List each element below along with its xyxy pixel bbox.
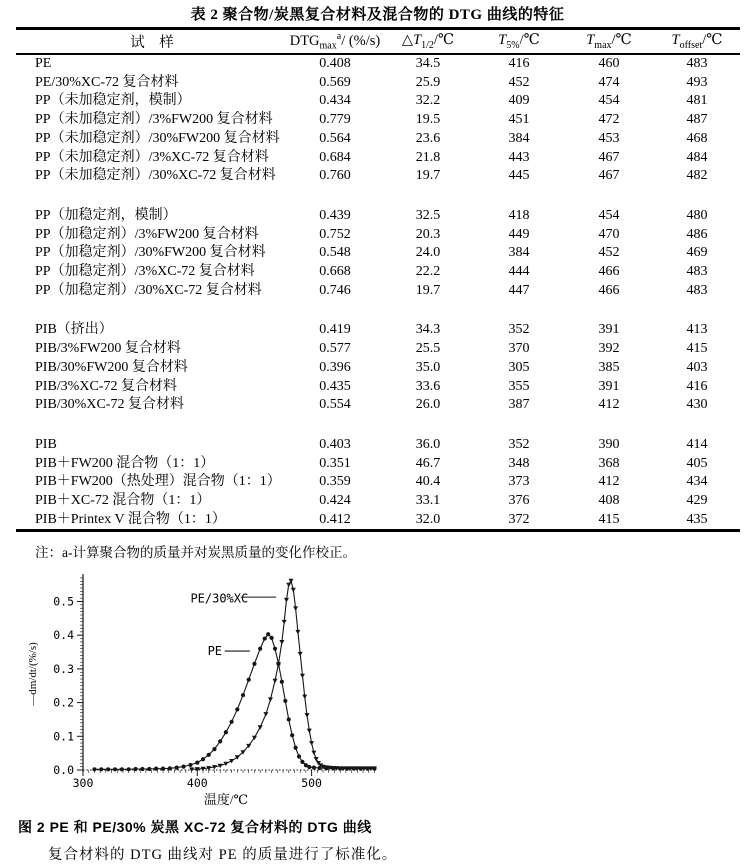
value-cell: 46.7 bbox=[415, 455, 441, 471]
table-body bbox=[16, 54, 740, 531]
value-cell: 391 bbox=[598, 378, 620, 394]
table-row bbox=[16, 244, 740, 263]
y-tick-label: 0.3 bbox=[53, 662, 74, 677]
value-cell: 0.548 bbox=[319, 245, 351, 261]
value-cell: 0.577 bbox=[319, 341, 351, 357]
value-cell: 0.569 bbox=[319, 74, 351, 90]
page-title: 表 2 聚合物/炭黑复合材料及混合物的 DTG 曲线的特征 bbox=[190, 7, 565, 23]
value-cell: 466 bbox=[598, 282, 620, 298]
column-header-t5: $T_{5\%}/℃$ bbox=[498, 32, 540, 51]
circle-marker bbox=[266, 633, 270, 637]
value-cell: 370 bbox=[508, 341, 530, 357]
triangle-marker bbox=[300, 674, 305, 678]
circle-marker bbox=[120, 768, 124, 772]
value-cell: 0.760 bbox=[319, 168, 351, 184]
value-cell: 444 bbox=[508, 264, 530, 280]
circle-marker bbox=[229, 720, 233, 724]
group-separator-row bbox=[16, 300, 740, 321]
sample-cell: PIB/30%XC-72 复合材料 bbox=[35, 397, 184, 413]
triangle-marker bbox=[268, 698, 273, 702]
circle-marker bbox=[106, 768, 110, 772]
value-cell: 0.359 bbox=[319, 474, 351, 490]
circle-marker bbox=[312, 766, 316, 770]
y-tick-label: 0.2 bbox=[53, 696, 74, 711]
table-row bbox=[16, 207, 740, 226]
table-row bbox=[16, 511, 740, 531]
column-header-sample: 试 样 bbox=[130, 35, 174, 51]
value-cell: 445 bbox=[508, 168, 530, 184]
dtg-characteristics-table bbox=[16, 27, 740, 532]
value-cell: 474 bbox=[598, 74, 620, 90]
table-row bbox=[16, 378, 740, 397]
value-cell: 0.435 bbox=[319, 378, 351, 394]
circle-marker bbox=[241, 694, 245, 698]
figure-caption: 图 2 PE 和 PE/30% 炭黑 XC-72 复合材料的 DTG 曲线 bbox=[18, 819, 372, 836]
table-row bbox=[16, 282, 740, 301]
sample-cell: PIB（挤出） bbox=[35, 322, 113, 338]
value-cell: 472 bbox=[598, 112, 620, 128]
x-tick-label: 500 bbox=[301, 776, 322, 791]
sample-cell: PP（加稳定剂）/3%FW200 复合材料 bbox=[35, 226, 259, 242]
circle-marker bbox=[247, 678, 251, 682]
x-axis-label: 温度/℃ bbox=[203, 792, 249, 808]
value-cell: 434 bbox=[686, 474, 708, 490]
column-header-tmax: $T_{max}/℃$ bbox=[586, 32, 632, 51]
value-cell: 19.7 bbox=[415, 168, 441, 184]
value-cell: 430 bbox=[686, 397, 708, 413]
value-cell: 23.6 bbox=[415, 130, 441, 146]
value-cell: 352 bbox=[508, 436, 530, 452]
value-cell: 470 bbox=[598, 226, 620, 242]
sample-cell: PIB＋XC-72 混合物（1：1） bbox=[35, 493, 211, 509]
value-cell: 25.9 bbox=[415, 74, 441, 90]
value-cell: 482 bbox=[686, 168, 708, 184]
value-cell: 35.0 bbox=[415, 359, 441, 375]
circle-marker bbox=[300, 760, 304, 764]
value-cell: 405 bbox=[686, 455, 708, 471]
value-cell: 481 bbox=[686, 93, 708, 109]
series-annotation-label: PE bbox=[207, 644, 223, 659]
circle-marker bbox=[252, 662, 256, 666]
table-row bbox=[16, 473, 740, 492]
value-cell: 493 bbox=[686, 74, 708, 90]
circle-marker bbox=[113, 768, 117, 772]
value-cell: 390 bbox=[598, 436, 620, 452]
value-cell: 33.1 bbox=[415, 493, 441, 509]
value-cell: 412 bbox=[598, 397, 620, 413]
value-cell: 454 bbox=[598, 93, 620, 109]
sample-cell: PIB＋Printex V 混合物（1：1） bbox=[35, 511, 226, 527]
circle-marker bbox=[133, 767, 137, 771]
circle-marker bbox=[181, 765, 185, 769]
value-cell: 0.351 bbox=[319, 455, 351, 471]
y-tick-label: 0.5 bbox=[53, 594, 74, 609]
value-cell: 40.4 bbox=[415, 474, 441, 490]
value-cell: 466 bbox=[598, 264, 620, 280]
triangle-marker bbox=[282, 620, 287, 624]
value-cell: 384 bbox=[508, 245, 530, 261]
triangle-marker bbox=[298, 652, 303, 656]
value-cell: 26.0 bbox=[415, 397, 441, 413]
circle-marker bbox=[207, 753, 211, 757]
sample-cell: PP（未加稳定剂）/30%XC-72 复合材料 bbox=[35, 168, 276, 184]
value-cell: 391 bbox=[598, 322, 620, 338]
value-cell: 449 bbox=[508, 226, 530, 242]
triangle-marker bbox=[263, 713, 268, 717]
value-cell: 305 bbox=[508, 359, 530, 375]
value-cell: 483 bbox=[686, 264, 708, 280]
value-cell: 460 bbox=[598, 56, 620, 71]
triangle-marker bbox=[293, 607, 298, 611]
circle-marker bbox=[168, 767, 172, 771]
triangle-marker bbox=[302, 695, 307, 699]
value-cell: 454 bbox=[598, 207, 620, 223]
y-tick-label: 0.1 bbox=[53, 729, 74, 744]
value-cell: 429 bbox=[686, 493, 708, 509]
sample-cell: PP（加稳定剂）/30%FW200 复合材料 bbox=[35, 245, 266, 261]
value-cell: 0.746 bbox=[319, 282, 351, 298]
value-cell: 373 bbox=[508, 474, 530, 490]
value-cell: 468 bbox=[686, 130, 708, 146]
table-row bbox=[16, 167, 740, 186]
value-cell: 355 bbox=[508, 378, 530, 394]
value-cell: 0.408 bbox=[319, 56, 351, 71]
table-row bbox=[16, 130, 740, 149]
value-cell: 34.3 bbox=[415, 322, 441, 338]
value-cell: 34.5 bbox=[415, 56, 441, 71]
x-tick-label: 300 bbox=[72, 776, 94, 791]
curve-pe bbox=[94, 635, 374, 770]
value-cell: 412 bbox=[598, 474, 620, 490]
value-cell: 33.6 bbox=[415, 378, 441, 394]
circle-marker bbox=[147, 767, 151, 771]
value-cell: 21.8 bbox=[415, 149, 441, 165]
value-cell: 469 bbox=[686, 245, 708, 261]
circle-marker bbox=[195, 761, 199, 765]
value-cell: 387 bbox=[508, 397, 530, 413]
value-cell: 408 bbox=[598, 493, 620, 509]
sample-cell: PP（加稳定剂）/3%XC-72 复合材料 bbox=[35, 264, 255, 280]
value-cell: 483 bbox=[686, 56, 708, 71]
circle-marker bbox=[188, 763, 192, 767]
value-cell: 24.0 bbox=[415, 245, 441, 261]
value-cell: 348 bbox=[508, 455, 530, 471]
table-header-row bbox=[16, 29, 740, 55]
x-tick-label: 400 bbox=[186, 776, 208, 791]
value-cell: 435 bbox=[686, 511, 708, 527]
value-cell: 467 bbox=[598, 168, 620, 184]
value-cell: 418 bbox=[508, 207, 530, 223]
value-cell: 368 bbox=[598, 455, 620, 471]
value-cell: 0.419 bbox=[319, 322, 351, 338]
triangle-marker bbox=[273, 679, 278, 683]
circle-marker bbox=[263, 637, 267, 641]
value-cell: 0.403 bbox=[319, 436, 351, 452]
value-cell: 0.434 bbox=[319, 93, 351, 109]
value-cell: 0.424 bbox=[319, 493, 351, 509]
value-cell: 403 bbox=[686, 359, 708, 375]
sample-cell: PIB bbox=[35, 436, 57, 452]
y-tick-label: 0.0 bbox=[53, 763, 74, 778]
value-cell: 413 bbox=[686, 322, 708, 338]
circle-marker bbox=[212, 747, 216, 751]
table-row bbox=[16, 74, 740, 93]
table-row bbox=[16, 436, 740, 455]
table-row bbox=[16, 92, 740, 111]
circle-marker bbox=[224, 731, 228, 735]
value-cell: 483 bbox=[686, 282, 708, 298]
sample-cell: PP（未加稳定剂，模制） bbox=[35, 93, 191, 109]
triangle-marker bbox=[258, 726, 263, 730]
figure-subcaption: 复合材料的 DTG 曲线对 PE 的质量进行了标准化。 bbox=[48, 847, 398, 864]
table-row bbox=[16, 340, 740, 359]
sample-cell: PIB/30%FW200 复合材料 bbox=[35, 359, 188, 375]
value-cell: 19.5 bbox=[415, 112, 441, 128]
value-cell: 416 bbox=[508, 56, 530, 71]
triangle-marker bbox=[311, 751, 316, 755]
value-cell: 452 bbox=[508, 74, 530, 90]
table-row bbox=[16, 396, 740, 415]
circle-marker bbox=[161, 767, 165, 771]
table-row bbox=[16, 492, 740, 511]
value-cell: 415 bbox=[686, 341, 708, 357]
triangle-marker bbox=[284, 598, 289, 602]
value-cell: 36.0 bbox=[415, 436, 441, 452]
value-cell: 32.5 bbox=[415, 207, 441, 223]
table-row bbox=[16, 149, 740, 168]
value-cell: 0.779 bbox=[319, 112, 351, 128]
triangle-marker bbox=[291, 588, 296, 592]
group-separator-row bbox=[16, 415, 740, 436]
circle-marker bbox=[218, 740, 222, 744]
dtg-chart bbox=[26, 570, 428, 814]
value-cell: 20.3 bbox=[415, 226, 441, 242]
circle-marker bbox=[154, 767, 158, 771]
table-row bbox=[16, 359, 740, 378]
value-cell: 451 bbox=[508, 112, 530, 128]
circle-marker bbox=[283, 699, 287, 703]
value-cell: 392 bbox=[598, 341, 620, 357]
circle-marker bbox=[201, 758, 205, 762]
triangle-marker bbox=[235, 756, 240, 760]
triangle-marker bbox=[307, 729, 312, 733]
sample-cell: PP（未加稳定剂）/30%FW200 复合材料 bbox=[35, 130, 280, 146]
value-cell: 385 bbox=[598, 359, 620, 375]
circle-marker bbox=[273, 647, 277, 651]
sample-cell: PIB＋FW200（热处理）混合物（1：1） bbox=[35, 474, 281, 490]
value-cell: 0.684 bbox=[319, 149, 351, 165]
value-cell: 443 bbox=[508, 149, 530, 165]
triangle-marker bbox=[279, 641, 284, 645]
circle-marker bbox=[99, 768, 103, 772]
sample-cell: PE/30%XC-72 复合材料 bbox=[35, 74, 179, 90]
value-cell: 22.2 bbox=[415, 264, 441, 280]
value-cell: 376 bbox=[508, 493, 530, 509]
circle-marker bbox=[140, 767, 144, 771]
value-cell: 480 bbox=[686, 207, 708, 223]
value-cell: 0.564 bbox=[319, 130, 351, 146]
triangle-marker bbox=[295, 630, 300, 634]
value-cell: 415 bbox=[598, 511, 620, 527]
value-cell: 0.396 bbox=[319, 359, 351, 375]
table-row bbox=[16, 54, 740, 74]
value-cell: 372 bbox=[508, 511, 530, 527]
circle-marker bbox=[269, 636, 273, 640]
y-tick-label: 0.4 bbox=[53, 628, 74, 643]
value-cell: 0.412 bbox=[319, 511, 351, 527]
triangle-marker bbox=[289, 579, 294, 583]
value-cell: 32.0 bbox=[415, 511, 441, 527]
sample-cell: PP（未加稳定剂）/3%XC-72 复合材料 bbox=[35, 149, 269, 165]
column-header-toffset: $T_{offset}/℃$ bbox=[671, 32, 723, 51]
figure-2 bbox=[26, 570, 755, 814]
triangle-marker bbox=[286, 583, 291, 587]
value-cell: 0.668 bbox=[319, 264, 351, 280]
circle-marker bbox=[293, 746, 297, 750]
group-separator-row bbox=[16, 186, 740, 207]
y-axis-label: —dm/dt/(%/s) bbox=[27, 642, 39, 707]
circle-marker bbox=[290, 734, 294, 738]
triangle-marker bbox=[314, 757, 319, 761]
sample-cell: PP（加稳定剂）/30%XC-72 复合材料 bbox=[35, 282, 262, 298]
circle-marker bbox=[92, 768, 96, 772]
sample-cell: PIB/3%FW200 复合材料 bbox=[35, 341, 181, 357]
circle-marker bbox=[287, 718, 291, 722]
circle-marker bbox=[307, 765, 311, 769]
sample-cell: PP（加稳定剂，模制） bbox=[35, 207, 177, 223]
value-cell: 32.2 bbox=[415, 93, 441, 109]
value-cell: 0.439 bbox=[319, 207, 351, 223]
sample-cell: PIB＋FW200 混合物（1：1） bbox=[35, 455, 215, 471]
value-cell: 25.5 bbox=[415, 341, 441, 357]
value-cell: 486 bbox=[686, 226, 708, 242]
column-header-dtg-max: $DTG_{max}^a/$ (%/s) bbox=[289, 31, 381, 52]
value-cell: 352 bbox=[508, 322, 530, 338]
value-cell: 414 bbox=[686, 436, 708, 452]
value-cell: 452 bbox=[598, 245, 620, 261]
sample-cell: PP（未加稳定剂）/3%FW200 复合材料 bbox=[35, 112, 273, 128]
table-footnote: 注：a-计算聚合物的质量并对炭黑质量的变化作校正。 bbox=[35, 545, 356, 561]
triangle-marker bbox=[309, 742, 314, 746]
value-cell: 0.554 bbox=[319, 397, 351, 413]
value-cell: 384 bbox=[508, 130, 530, 146]
value-cell: 447 bbox=[508, 282, 530, 298]
circle-marker bbox=[258, 647, 262, 651]
sample-cell: PE bbox=[35, 56, 52, 71]
circle-marker bbox=[280, 680, 284, 684]
table-row bbox=[16, 321, 740, 340]
circle-marker bbox=[127, 768, 131, 772]
value-cell: 484 bbox=[686, 149, 708, 165]
triangle-marker bbox=[305, 714, 310, 718]
circle-marker bbox=[175, 766, 179, 770]
table-row bbox=[16, 455, 740, 474]
value-cell: 416 bbox=[686, 378, 708, 394]
value-cell: 0.752 bbox=[319, 226, 351, 242]
value-cell: 467 bbox=[598, 149, 620, 165]
circle-marker bbox=[235, 708, 239, 712]
column-header-delta-t-half: $\triangle T_{1/2}/℃$ bbox=[401, 32, 455, 51]
value-cell: 487 bbox=[686, 112, 708, 128]
table-row bbox=[16, 263, 740, 282]
value-cell: 19.7 bbox=[415, 282, 441, 298]
circle-marker bbox=[297, 755, 301, 759]
table-row bbox=[16, 111, 740, 130]
value-cell: 409 bbox=[508, 93, 530, 109]
table-row bbox=[16, 226, 740, 245]
sample-cell: PIB/3%XC-72 复合材料 bbox=[35, 378, 177, 394]
series-annotation-label: PE/30%XC bbox=[190, 591, 249, 606]
value-cell: 453 bbox=[598, 130, 620, 146]
